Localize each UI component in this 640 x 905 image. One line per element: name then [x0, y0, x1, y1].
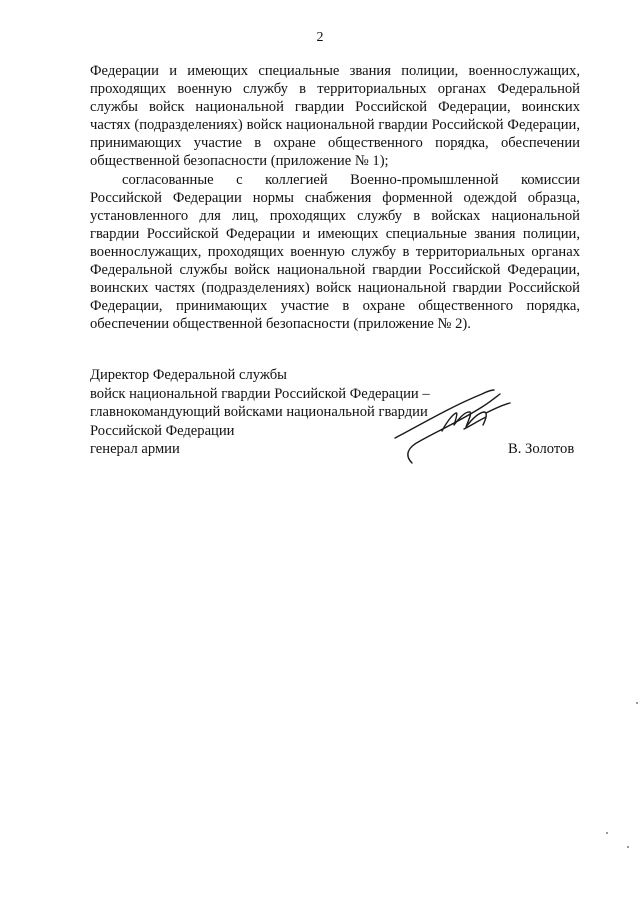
signatory-title-line-4: Российской Федерации: [90, 422, 235, 439]
signatory-title-line-3: главнокомандующий войсками национальной гвардии: [90, 404, 428, 421]
signatory-name: В. Золотов: [508, 441, 575, 457]
handwritten-signature: [390, 385, 520, 475]
body-text: [90, 62, 580, 333]
signatory-title-line-1: Директор Федеральной службы: [90, 367, 287, 383]
paragraph-continuation: Федерации и имеющих специальные звания полиции, военнослужащих, проходящих военную службу в территориальных органах Федеральной службы войск национальной гвардии Российской Федерации, воинских частях (подразделениях) войск национальной гвардии Российской Федерации, принимающих участие в охране общественного порядка, обеспечении общественной безопасности (приложение № 1);: [90, 63, 580, 170]
paragraph-uniform-norms: согласованные с коллегией Военно-промышленной комиссии Российской Федерации нормы снабжения форменной одеждой образца, установленного для лиц, проходящих службу в войсках национальной гвардии Российской Федерации и имеющих специальные звания полиции, военнослужащих, проходящих военную службу в территориальных органах Федеральной службы войск национальной гвардии Российской Федерации, воинских частях (подразделениях) войск национальной гвардии Российской Федерации, принимающих участие в охране общественного порядка, обеспечении общественной безопасности (приложение № 2).: [90, 171, 580, 333]
scan-speck: [636, 702, 638, 704]
scan-speck: [627, 846, 629, 848]
signatory-rank: генерал армии: [90, 441, 180, 458]
scan-speck: [606, 832, 608, 834]
page-number: 2: [316, 30, 324, 45]
signatory-title-line-2: войск национальной гвардии Российской Федерации –: [90, 385, 430, 402]
